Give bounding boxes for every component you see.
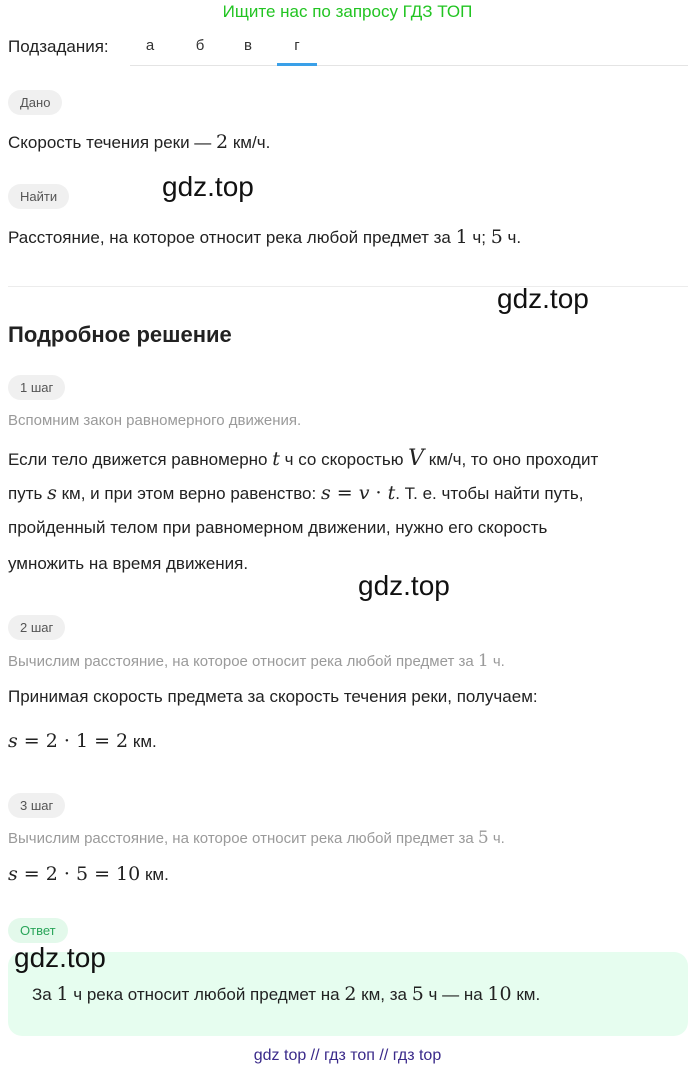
step-3-formula-rest: = 2 · 5 = 10 bbox=[17, 863, 141, 885]
formula-v: v bbox=[358, 482, 370, 504]
solution-heading: Подробное решение bbox=[8, 322, 232, 347]
step-2-pill: 2 шаг bbox=[8, 615, 65, 640]
step-1-line-1 bbox=[8, 446, 598, 471]
answer-text-e: км. bbox=[511, 985, 541, 1004]
step-1-hint: Вспомним закон равномерного движения. bbox=[8, 412, 302, 429]
step-2-hint-b: ч. bbox=[488, 653, 505, 670]
answer-pill: Ответ bbox=[8, 918, 68, 943]
tab-g[interactable]: г bbox=[294, 37, 300, 54]
step-2-formula-unit: км. bbox=[128, 732, 157, 751]
footer-separator: // bbox=[306, 1047, 325, 1064]
find-time-2: 5 bbox=[490, 226, 503, 248]
formula-equals: = bbox=[330, 482, 359, 504]
footer-links bbox=[0, 1047, 695, 1065]
formula-dot: · bbox=[369, 482, 388, 504]
find-text bbox=[8, 226, 521, 248]
answer-text-d: ч — на bbox=[423, 985, 488, 1004]
tab-v[interactable]: в bbox=[244, 37, 252, 54]
step-3-pill: 3 шаг bbox=[8, 793, 65, 818]
footer-link-gdz-top-ru[interactable]: гдз топ bbox=[324, 1047, 375, 1064]
watermark: gdz.top bbox=[162, 171, 254, 202]
step-3-formula bbox=[8, 863, 169, 885]
step-1-line-1-a: Если тело движется равномерно bbox=[8, 450, 273, 469]
answer-text-a: За bbox=[32, 985, 57, 1004]
step-1-var-t: t bbox=[272, 448, 280, 470]
step-1-var-V: V bbox=[408, 446, 425, 471]
step-2-formula-s: s bbox=[8, 730, 18, 752]
watermark: gdz.top bbox=[358, 570, 450, 601]
step-2-hint-a: Вычислим расстояние, на которое относит река любой предмет за bbox=[8, 653, 478, 670]
given-text bbox=[8, 131, 270, 153]
step-1-line-2-a: путь bbox=[8, 484, 48, 503]
watermark: gdz.top bbox=[497, 283, 589, 314]
footer-link-gdz-top-mixed[interactable]: гдз top bbox=[392, 1047, 442, 1064]
answer-num-1: 1 bbox=[56, 983, 69, 1005]
step-2-line-1: Принимая скорость предмета за скорость течения реки, получаем: bbox=[8, 687, 538, 706]
answer-text bbox=[32, 983, 540, 1005]
step-2-formula-rest: = 2 · 1 = 2 bbox=[17, 730, 129, 752]
step-3-hint-a: Вычислим расстояние, на которое относит река любой предмет за bbox=[8, 830, 478, 847]
formula-t: t bbox=[387, 482, 396, 504]
step-3-formula-unit: км. bbox=[140, 865, 169, 884]
formula-s: s bbox=[320, 482, 331, 504]
step-1-line-1-c: км/ч, то оно проходит bbox=[424, 450, 599, 469]
step-1-line-1-b: ч со скоростью bbox=[279, 450, 409, 469]
given-pill: Дано bbox=[8, 90, 62, 115]
tab-active-indicator bbox=[277, 63, 317, 66]
find-text-b: ч; bbox=[467, 228, 491, 247]
answer-num-4: 10 bbox=[487, 983, 512, 1005]
step-1-var-s: s bbox=[47, 482, 57, 504]
step-1-line-2-c: . Т. е. чтобы найти путь, bbox=[395, 484, 584, 503]
footer-link-gdz-top[interactable]: gdz top bbox=[253, 1047, 307, 1064]
given-text-b: км/ч. bbox=[228, 133, 271, 152]
given-text-a: Скорость течения реки — bbox=[8, 133, 217, 152]
find-text-a: Расстояние, на которое относит река любой предмет за bbox=[8, 228, 456, 247]
subtasks-label: Подзадания: bbox=[8, 37, 109, 56]
step-3-formula-s: s bbox=[8, 863, 18, 885]
step-1-pill: 1 шаг bbox=[8, 375, 65, 400]
step-2-hint bbox=[8, 651, 505, 671]
step-3-hint-b: ч. bbox=[488, 830, 505, 847]
step-3-hint-time: 5 bbox=[477, 828, 489, 848]
promo-link[interactable]: Ищите нас по запросу ГДЗ ТОП bbox=[222, 2, 473, 21]
footer-separator: // bbox=[374, 1047, 393, 1064]
find-pill: Найти bbox=[8, 184, 69, 209]
step-1-line-3: пройденный телом при равномерном движении, нужно его скорость bbox=[8, 518, 548, 537]
step-1-line-2 bbox=[8, 482, 584, 504]
watermark: gdz.top bbox=[14, 942, 106, 973]
answer-text-c: км, за bbox=[356, 985, 412, 1004]
find-text-c: ч. bbox=[502, 228, 522, 247]
tab-a[interactable]: а bbox=[145, 37, 155, 54]
tabs-divider bbox=[130, 65, 688, 66]
answer-text-b: ч река относит любой предмет на bbox=[68, 985, 345, 1004]
given-speed-value: 2 bbox=[216, 131, 229, 153]
step-1-line-2-b: км, и при этом верно равенство: bbox=[56, 484, 321, 503]
tab-b[interactable]: б bbox=[195, 37, 205, 54]
answer-num-2: 2 bbox=[344, 983, 357, 1005]
step-2-hint-time: 1 bbox=[477, 651, 489, 671]
find-time-1: 1 bbox=[455, 226, 468, 248]
step-2-formula bbox=[8, 730, 157, 752]
answer-num-3: 5 bbox=[411, 983, 424, 1005]
step-1-line-4: умножить на время движения. bbox=[8, 554, 249, 573]
step-3-hint bbox=[8, 828, 505, 848]
